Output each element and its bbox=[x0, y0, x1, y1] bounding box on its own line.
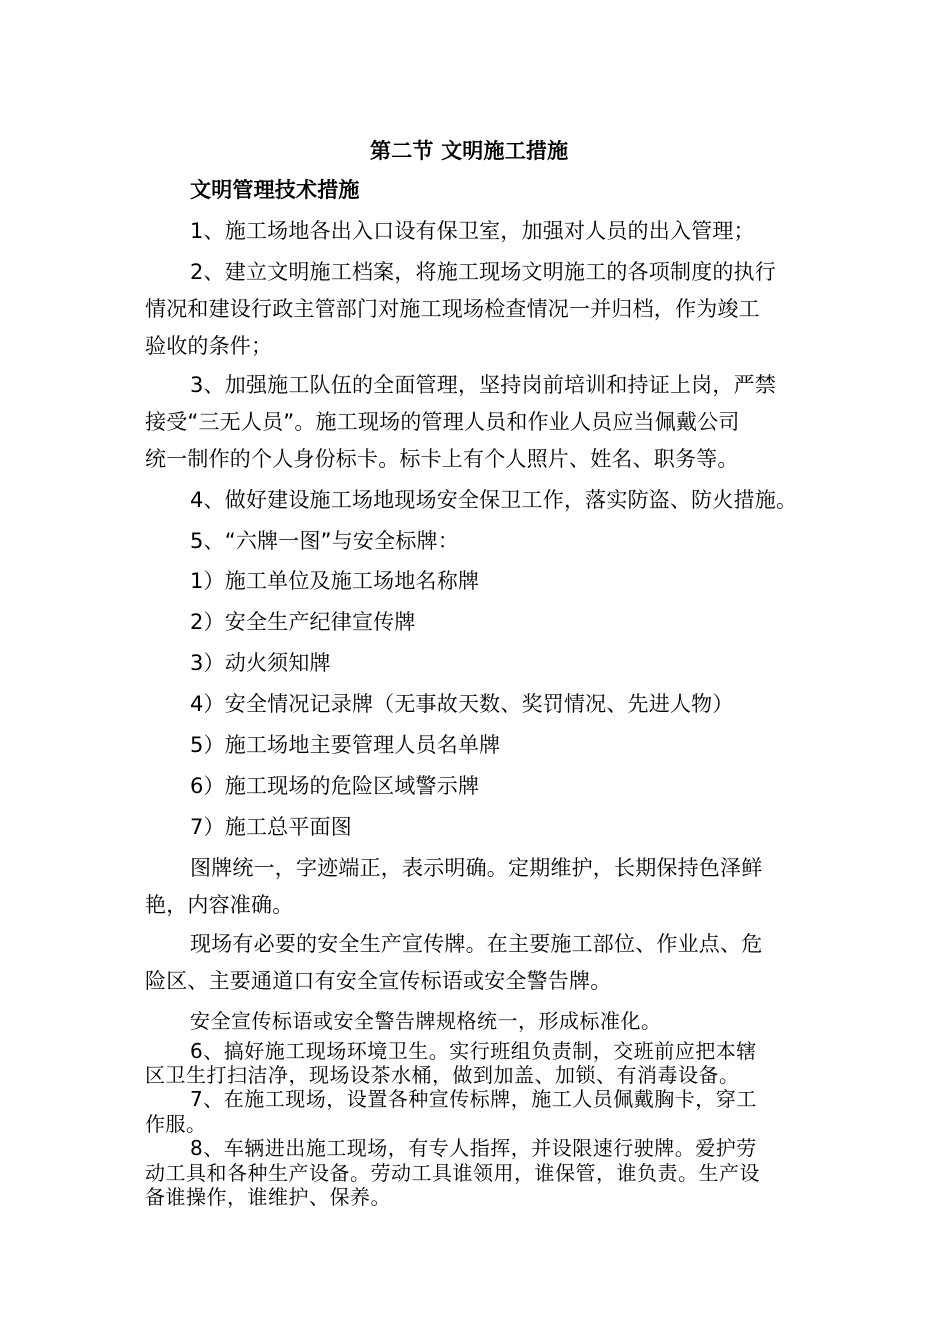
paragraph-10-line-1: 7、在施工现场，设置各种宣传标牌，施工人员佩戴胸卡，穿工 bbox=[190, 1087, 757, 1111]
list-item-7: 7）施工总平面图 bbox=[190, 815, 352, 839]
list-item-1: 1）施工单位及施工场地名称牌 bbox=[190, 569, 480, 593]
paragraph-6-line-2: 艳，内容准确。 bbox=[145, 893, 294, 917]
paragraph-7-line-1: 现场有必要的安全生产宣传牌。在主要施工部位、作业点、危 bbox=[190, 932, 763, 956]
list-item-4: 4）安全情况记录牌（无事故天数、奖罚情况、先进人物） bbox=[190, 692, 734, 716]
paragraph-3-line-2: 接受“三无人员”。施工现场的管理人员和作业人员应当佩戴公司 bbox=[145, 410, 740, 434]
list-item-6: 6）施工现场的危险区域警示牌 bbox=[190, 774, 480, 798]
paragraph-7-line-2: 险区、主要通道口有安全宣传标语或安全警告牌。 bbox=[145, 969, 612, 993]
paragraph-2-line-1: 2、建立文明施工档案，将施工现场文明施工的各项制度的执行 bbox=[190, 260, 776, 284]
paragraph-11-line-1: 8、车辆进出施工现场，有专人指挥，并设限速行驶牌。爱护劳 bbox=[190, 1136, 757, 1160]
list-item-5: 5）施工场地主要管理人员名单牌 bbox=[190, 733, 501, 757]
paragraph-3-line-1: 3、加强施工队伍的全面管理，坚持岗前培训和持证上岗，严禁 bbox=[190, 373, 776, 397]
paragraph-1-line-1: 1、施工场地各出入口设有保卫室，加强对人员的出入管理； bbox=[190, 219, 755, 243]
paragraph-2-line-2: 情况和建设行政主管部门对施工现场检查情况一并归档，作为竣工 bbox=[145, 297, 760, 321]
paragraph-2-line-3: 验收的条件； bbox=[145, 334, 273, 358]
paragraph-3-line-3: 统一制作的个人身份标卡。标卡上有个人照片、姓名、职务等。 bbox=[145, 447, 739, 471]
paragraph-9-line-2: 区卫生打扫洁净，现场设茶水桶，做到加盖、加锁、有消毒设备。 bbox=[145, 1063, 740, 1087]
list-item-2: 2）安全生产纪律宣传牌 bbox=[190, 610, 416, 634]
paragraph-10-line-2: 作服。 bbox=[145, 1112, 207, 1136]
list-item-3: 3）动火须知牌 bbox=[190, 651, 331, 675]
paragraph-5-line-1: 5、“六牌一图”与安全标牌： bbox=[190, 529, 459, 553]
paragraph-9-line-1: 6、搞好施工现场环境卫生。实行班组负责制，交班前应把本辖 bbox=[190, 1039, 757, 1063]
section-title: 第二节 文明施工措施 bbox=[370, 139, 569, 163]
paragraph-11-line-2: 动工具和各种生产设备。劳动工具谁领用，谁保管，谁负责。生产设 bbox=[145, 1161, 760, 1185]
paragraph-8-line-1: 安全宣传标语或安全警告牌规格统一，形成标准化。 bbox=[190, 1009, 662, 1033]
paragraph-6-line-1: 图牌统一，字迹端正，表示明确。定期维护，长期保持色泽鲜 bbox=[190, 856, 763, 880]
subheading: 文明管理技术措施 bbox=[190, 178, 360, 202]
paragraph-11-line-3: 备谁操作，谁维护、保养。 bbox=[145, 1185, 391, 1209]
paragraph-4-line-1: 4、做好建设施工场地现场安全保卫工作，落实防盗、防火措施。 bbox=[190, 488, 798, 512]
